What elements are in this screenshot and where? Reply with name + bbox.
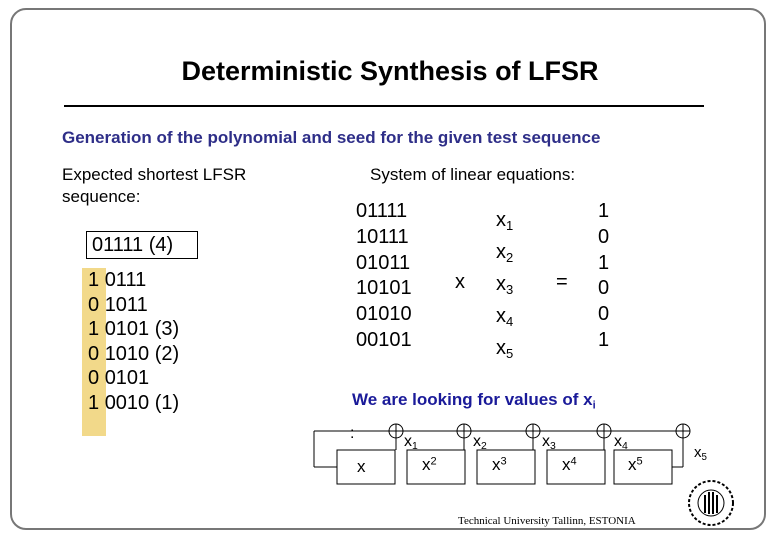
right-label: System of linear equations: xyxy=(370,165,576,184)
slide-title: Deterministic Synthesis of LFSR xyxy=(181,56,599,86)
register-cell xyxy=(614,450,672,484)
rhs-value: 1 xyxy=(598,328,610,351)
cell-label-x5: $x^5$ xyxy=(628,455,643,474)
slide-subtitle: Generation of the polynomial and seed for the given test sequence xyxy=(62,128,601,147)
sequence-bit: 1 xyxy=(88,391,100,414)
university-seal-icon xyxy=(682,478,740,528)
cell-label-x3: $x^3$ xyxy=(492,455,507,474)
sequence-bit: 1 xyxy=(88,269,100,291)
rhs-value: 0 xyxy=(598,277,610,300)
times-sign: x xyxy=(455,271,465,293)
circuit-ellipsis: : xyxy=(350,425,355,442)
unknown-var: $x_3$ xyxy=(496,272,514,297)
rhs-value: 1 xyxy=(598,251,610,274)
cell-label-x2: $x^2$ xyxy=(422,455,437,474)
cell-label-x: x xyxy=(357,457,366,476)
rhs-value: 0 xyxy=(598,303,610,326)
sequence-rest: 0111 xyxy=(104,269,147,291)
sequence-note: (3) xyxy=(154,318,180,340)
sequence-rest: 0101 xyxy=(104,367,150,389)
sequence-rest: 0101 xyxy=(104,318,150,340)
tap-label-x3: $x_3$ xyxy=(542,433,556,453)
matrix-row: 01010 xyxy=(356,303,412,326)
tap-label-x1: $x_1$ xyxy=(404,433,418,453)
register-cell xyxy=(337,450,395,484)
sequence-bit: 1 xyxy=(88,318,100,340)
left-label-line2: sequence: xyxy=(62,187,141,206)
matrix-row: 00101 xyxy=(356,328,412,351)
unknown-var: $x_5$ xyxy=(496,336,514,361)
tap-label-x5: $x_5$ xyxy=(694,444,707,463)
matrix-row: 01011 xyxy=(356,251,411,274)
unknown-var: $x_2$ xyxy=(496,240,514,265)
unknown-var: $x_4$ xyxy=(496,304,514,329)
equals-sign: = xyxy=(556,271,568,293)
seed-value: 01111 (4) xyxy=(92,234,174,256)
sequence-bit: 0 xyxy=(88,342,100,365)
rhs-value: 1 xyxy=(598,200,610,222)
matrix-row: 01111 xyxy=(356,200,408,222)
tap-label-x4: $x_4$ xyxy=(614,433,628,453)
footer-institution: Technical University Tallinn, ESTONIA xyxy=(458,515,636,527)
sequence-rest: 1010 xyxy=(104,342,150,365)
sequence-bit: 0 xyxy=(88,367,100,389)
matrix-row: 10101 xyxy=(356,277,412,300)
unknown-var: $x_1$ xyxy=(496,209,514,233)
looking-text: We are looking for values of $x_i$ xyxy=(352,390,596,412)
cell-label-x4: $x^4$ xyxy=(562,455,577,474)
matrix-row: 10111 xyxy=(356,225,409,248)
rhs-value: 0 xyxy=(598,225,610,248)
sequence-rest: 0010 xyxy=(104,391,150,414)
sequence-bit: 0 xyxy=(88,293,100,316)
tap-label-x2: $x_2$ xyxy=(473,433,487,453)
sequence-note: (2) xyxy=(154,342,180,365)
left-label-line1: Expected shortest LFSR xyxy=(62,165,247,184)
sequence-rest: 1011 xyxy=(104,293,148,316)
sequence-note: (1) xyxy=(154,391,180,414)
